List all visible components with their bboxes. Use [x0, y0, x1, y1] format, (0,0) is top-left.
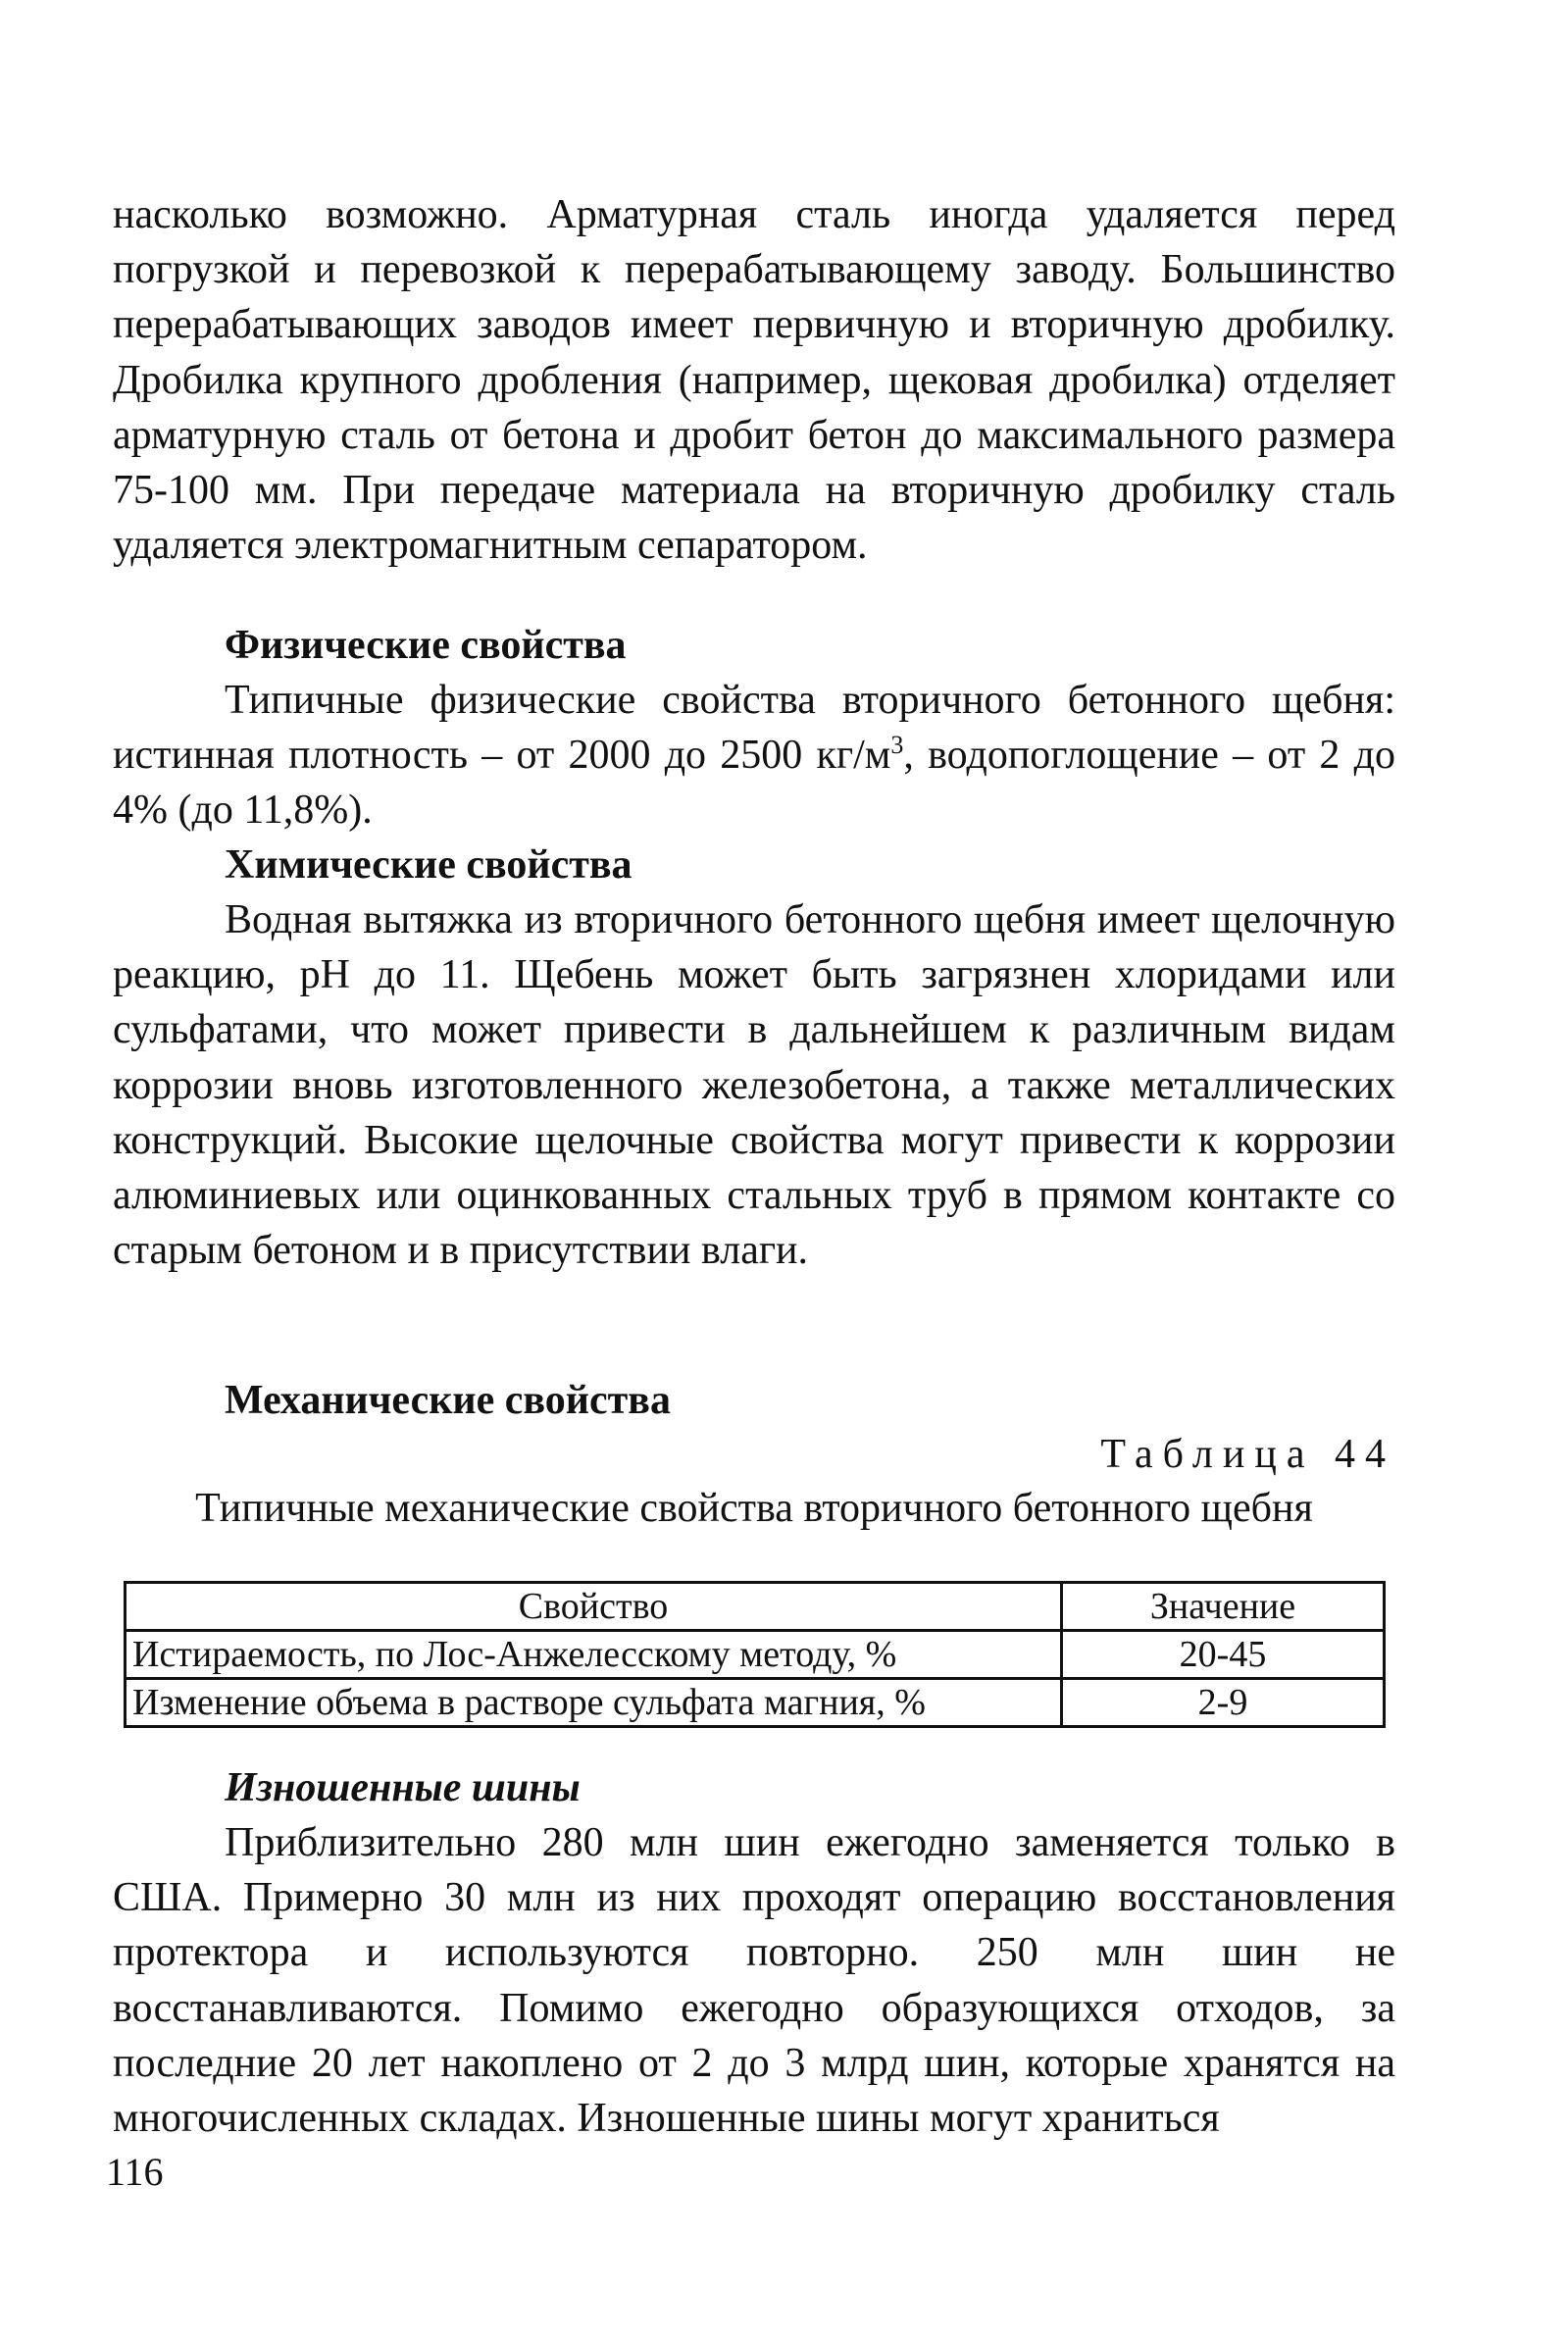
- physical-text-part1: Типичные физические свойства вторичного бетонного щебня: истинная плотность – от 2000 до 2500 кг/м: [113, 678, 1395, 779]
- paragraph-chemical-properties: Водная вытяжка из вторичного бетонного щебня имеет щелочную реакцию, pH до 11. Щебень может быть загрязнен хлоридами или сульфатами, что может привести в дальнейшем к различным видам коррозии вновь изготовленного железобетона, а также металлических конструкций. Высокие щелочные свойства могут привести к коррозии алюминиевых или оцинкованных стальных труб в прямом контакте со старым бетоном и в присутствии влаги.: [113, 897, 1395, 1274]
- paragraph-worn-tires: Приблизительно 280 млн шин ежегодно заменяется только в США. Примерно 30 млн из них проходят операцию восстановления протектора и используются повторно. 250 млн шин не восстанавливаются. Помимо ежегодно образующихся отходов, за последние 20 лет накоплено от 2 до 3 млрд шин, которые хранятся на многочисленных складах. Изношенные шины могут храниться: [113, 1820, 1395, 2142]
- table-cell-property: Истираемость, по Лос-Анжелесскому методу, %: [126, 1631, 1062, 1679]
- heading-chemical-properties: Химические свойства: [225, 842, 632, 888]
- table-header-value: Значение: [1062, 1583, 1385, 1631]
- paragraph-recycling-process: насколько возможно. Арматурная сталь иногда удаляется перед погрузкой и перевозкой к перерабатывающему заводу. Большинство перерабатывающих заводов имеет первичную и вторичную дробилку. Дробилка крупного дробления (например, щековая дробилка) отделяет арматурную сталь от бетона и дробит бетон до максимального размера 75-100 мм. При передаче материала на вторичную дробилку сталь удаляется электромагнитным сепаратором.: [113, 192, 1395, 569]
- paragraph-physical-properties: [113, 673, 1395, 839]
- table-label: Таблица 44: [1100, 1432, 1395, 1477]
- heading-worn-tires: Изношенные шины: [225, 1765, 581, 1810]
- physical-text-part2: , водопоглощение – от 2 до 4% (до 11,8%).: [113, 733, 1395, 834]
- table-cell-property: Изменение объема в растворе сульфата магния, %: [126, 1679, 1062, 1727]
- table-cell-value: 20-45: [1062, 1631, 1385, 1679]
- table-cell-value: 2-9: [1062, 1679, 1385, 1727]
- heading-physical-properties: Физические свойства: [225, 623, 627, 668]
- superscript-cube: 3: [890, 731, 904, 760]
- table-row: [126, 1631, 1385, 1679]
- table-caption: Типичные механические свойства вторичного бетонного щебня: [195, 1486, 1313, 1531]
- page-number: 116: [106, 2150, 164, 2194]
- table-row: [126, 1679, 1385, 1727]
- table-header-property: Свойство: [126, 1583, 1062, 1631]
- table-header-row: [126, 1583, 1385, 1631]
- heading-mechanical-properties: Механические свойства: [225, 1378, 671, 1423]
- mechanical-properties-table: [124, 1581, 1386, 1728]
